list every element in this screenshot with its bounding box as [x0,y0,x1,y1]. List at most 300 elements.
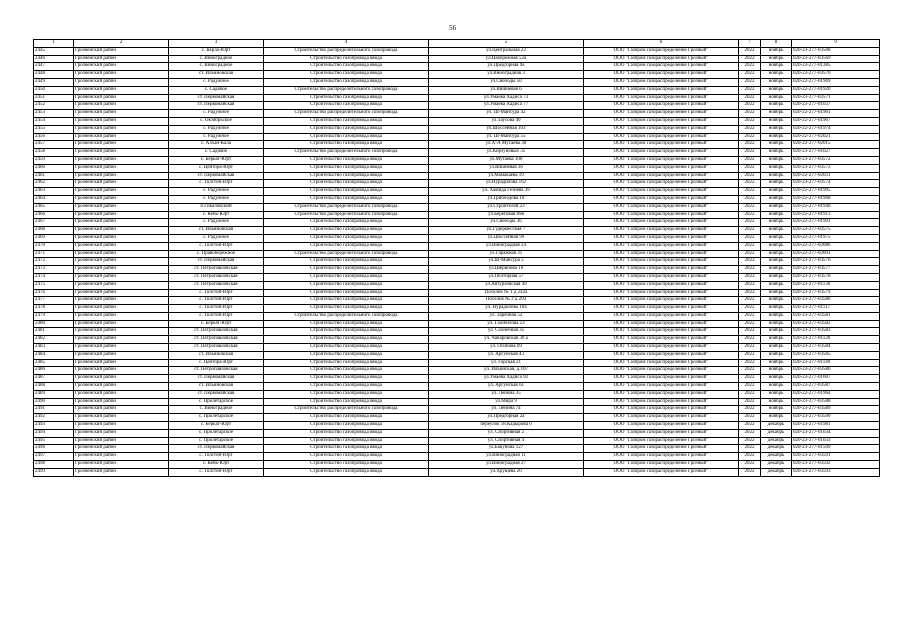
district-cell: Грозненский район [74,406,169,414]
district-cell: Грозненский район [74,211,169,219]
code-cell: 020-22-277-01969 [792,78,880,86]
work-type-cell: Строительство распределительного газопровода [264,312,429,320]
district-cell: Грозненский район [74,47,169,55]
code-cell: 020-22-277-01975 [792,234,880,242]
code-cell: 020-23-277-03582 [792,320,880,328]
row-number: 2479 [34,312,74,320]
organization-cell: ООО "Газпром газораспределение Грозный" [584,359,739,367]
table-row [34,180,880,188]
locality-cell: с. Виноградное [169,406,264,414]
district-cell: Грозненский район [74,429,169,437]
row-number: 2491 [34,406,74,414]
organization-cell: ООО "Газпром газораспределение Грозный" [584,258,739,266]
work-type-cell: Строительство распределительного газопровода [264,149,429,157]
month-cell: ноябрь [761,266,792,274]
organization-cell: ООО "Газпром газораспределение Грозный" [584,328,739,336]
locality-cell: с. Пролетарское [169,437,264,445]
district-cell: Грозненский район [74,258,169,266]
organization-cell: ООО "Газпром газораспределение Грозный" [584,55,739,63]
row-number: 2486 [34,367,74,375]
year-cell: 2022 [739,414,761,422]
table-row [34,211,880,219]
work-type-cell: Строительство газопровода ввода [264,156,429,164]
district-cell: Грозненский район [74,149,169,157]
month-cell: ноябрь [761,351,792,359]
district-cell: Грозненский район [74,453,169,461]
table-row [34,297,880,305]
code-cell: 020-23-277-03570 [792,71,880,79]
month-cell: ноябрь [761,297,792,305]
address-cell: ул.Береговая 89в [429,211,584,219]
code-cell: 020-23-277-03575 [792,227,880,235]
year-cell: 2022 [739,55,761,63]
organization-cell: ООО "Газпром газораспределение Грозный" [584,398,739,406]
locality-cell: с. Кень-Юрт [169,461,264,469]
column-header: 8 [761,40,792,48]
year-cell: 2022 [739,429,761,437]
code-cell: 020-22-277-02015 [792,141,880,149]
table-row [34,94,880,102]
organization-cell: ООО "Газпром газораспределение Грозный" [584,351,739,359]
organization-cell: ООО "Газпром газораспределение Грозный" [584,406,739,414]
code-cell: 020-23-277-01385 [792,63,880,71]
locality-cell: ст. Первомайская [169,375,264,383]
row-number: 2493 [34,422,74,430]
address-cell: ул.Автурховская 49 [429,281,584,289]
organization-cell: ООО "Газпром газораспределение Грозный" [584,390,739,398]
district-cell: Грозненский район [74,133,169,141]
year-cell: 2022 [739,453,761,461]
work-type-cell: Строительство газопровода ввода [264,359,429,367]
month-cell: ноябрь [761,172,792,180]
row-number: 2476 [34,289,74,297]
work-type-cell: Строительство газопровода ввода [264,188,429,196]
district-cell: Грозненский район [74,398,169,406]
code-cell: 020-23-277-01634 [792,429,880,437]
code-cell: 020-23-277-03574 [792,180,880,188]
work-type-cell: Строительство газопровода ввода [264,367,429,375]
district-cell: Грозненский район [74,172,169,180]
address-cell: Поселок № 1 д 242а [429,289,584,297]
organization-cell: ООО "Газпром газораспределение Грозный" [584,234,739,242]
table-row [34,336,880,344]
month-cell: ноябрь [761,390,792,398]
locality-cell: ст. Ильиновская [169,383,264,391]
locality-cell: с. Толстой-Юрт [169,305,264,313]
month-cell: ноябрь [761,94,792,102]
organization-cell: ООО "Газпром газораспределение Грозный" [584,242,739,250]
code-cell: 020-23-277-03580 [792,297,880,305]
address-cell: ул.Кирзуновых 35 [429,149,584,157]
table-row [34,156,880,164]
row-number: 2449 [34,78,74,86]
work-type-cell: Строительство распределительного газопровода [264,203,429,211]
organization-cell: ООО "Газпром газораспределение Грозный" [584,289,739,297]
locality-cell: с. Беркат-Юрт [169,320,264,328]
organization-cell: ООО "Газпром газораспределение Грозный" [584,78,739,86]
work-type-cell: Строительство газопровода ввода [264,234,429,242]
table-row [34,344,880,352]
work-type-cell: Строительство газопровода ввода [264,297,429,305]
year-cell: 2022 [739,172,761,180]
code-cell: 020-22-277-01913 [792,211,880,219]
district-cell: Грозненский район [74,390,169,398]
row-number: 2450 [34,86,74,94]
locality-cell: с. Садовое [169,86,264,94]
address-cell: ул.Шоссейная 99 [429,234,584,242]
month-cell: ноябрь [761,55,792,63]
address-cell: ул. Ленина 7а [429,406,584,414]
locality-cell: с. Радужное [169,125,264,133]
address-cell: ул.Предгорная 2а [429,414,584,422]
month-cell: ноябрь [761,164,792,172]
table-row [34,258,880,266]
year-cell: 2022 [739,219,761,227]
year-cell: 2022 [739,422,761,430]
organization-cell: ООО "Газпром газораспределение Грозный" [584,71,739,79]
work-type-cell: Строительство газопровода ввода [264,429,429,437]
address-cell: ул.Х-А Мусаева 30 [429,141,584,149]
code-cell: 020-23-277-03593 [792,468,880,476]
code-cell: 020-23-277-03585 [792,351,880,359]
organization-cell: ООО "Газпром газораспределение Грозный" [584,227,739,235]
work-type-cell: Строительство распределительного газопровода [264,110,429,118]
table-row [34,195,880,203]
row-number: 2473 [34,266,74,274]
row-number: 2478 [34,305,74,313]
organization-cell: ООО "Газпром газораспределение Грозный" [584,414,739,422]
year-cell: 2022 [739,94,761,102]
row-number: 2492 [34,414,74,422]
address-cell: ул.Полторная 57 [429,273,584,281]
row-number: 2447 [34,63,74,71]
address-cell: ул.Гудермесская 7 [429,227,584,235]
work-type-cell: Строительство газопровода ввода [264,94,429,102]
address-cell: ул.Свободы 36 [429,219,584,227]
work-type-cell: Строительство газопровода ввода [264,445,429,453]
year-cell: 2022 [739,125,761,133]
organization-cell: ООО "Газпром газораспределение Грозный" [584,367,739,375]
address-cell: ул. Спортивная 4 [429,437,584,445]
table-row [34,149,880,157]
locality-cell: с. Октябрьское [169,117,264,125]
address-cell: ул.Виноградная 24 [429,242,584,250]
work-type-cell: Строительство газопровода ввода [264,266,429,274]
code-cell: 020-23-277-01637 [792,102,880,110]
month-cell: декабрь [761,445,792,453]
district-cell: Грозненский район [74,351,169,359]
column-header: 6 [584,40,739,48]
address-cell: ул.Нурадилова 162 [429,180,584,188]
month-cell: ноябрь [761,328,792,336]
code-cell: 020-23-277-03568 [792,47,880,55]
year-cell: 2022 [739,110,761,118]
locality-cell: ст. Ильиновская [169,227,264,235]
table-row [34,71,880,79]
column-header: 7 [739,40,761,48]
organization-cell: ООО "Газпром газораспределение Грозный" [584,102,739,110]
locality-cell: ст. Первомайская [169,102,264,110]
row-number: 2448 [34,71,74,79]
work-type-cell: Строительство газопровода ввода [264,141,429,149]
row-number: 2457 [34,141,74,149]
year-cell: 2022 [739,188,761,196]
address-cell: ул.Мамакаева 19 [429,172,584,180]
month-cell: декабрь [761,422,792,430]
address-cell: переулок 18.Кадырова 6 [429,422,584,430]
table-row [34,242,880,250]
month-cell: ноябрь [761,219,792,227]
code-cell: 020-23-277-01627 [792,149,880,157]
locality-cell: с. Толстой-Юрт [169,453,264,461]
locality-cell: с. Толстой-Юрт [169,180,264,188]
row-number: 2461 [34,172,74,180]
table-row [34,234,880,242]
address-cell: ул.Бакунова 127 [429,445,584,453]
code-cell: 020-23-277-03592 [792,461,880,469]
locality-cell: ст. Петропавловская [169,273,264,281]
table-row [34,468,880,476]
table-row [34,273,880,281]
row-number: 2463 [34,188,74,196]
work-type-cell: Строительство газопровода ввода [264,164,429,172]
district-cell: Грозненский район [74,367,169,375]
year-cell: 2022 [739,312,761,320]
year-cell: 2022 [739,328,761,336]
district-cell: Грозненский район [74,86,169,94]
district-cell: Грозненский район [74,305,169,313]
organization-cell: ООО "Газпром газораспределение Грозный" [584,211,739,219]
row-number: 2446 [34,55,74,63]
organization-cell: ООО "Газпром газораспределение Грозный" [584,453,739,461]
work-type-cell: Строительство газопровода ввода [264,125,429,133]
work-type-cell: Строительство газопровода ввода [264,422,429,430]
year-cell: 2022 [739,351,761,359]
organization-cell: ООО "Газпром газораспределение Грозный" [584,63,739,71]
work-type-cell: Строительство газопровода ввода [264,461,429,469]
year-cell: 2022 [739,390,761,398]
address-cell: ул.Умаева Хадиса 73 [429,94,584,102]
row-number: 2451 [34,94,74,102]
organization-cell: ООО "Газпром газораспределение Грозный" [584,117,739,125]
row-number: 2458 [34,149,74,157]
code-cell: 020-22-277-01964 [792,390,880,398]
column-header: 2 [74,40,169,48]
work-type-cell: Строительство газопровода ввода [264,258,429,266]
code-cell: 020-22-277-01920 [792,86,880,94]
district-cell: Грозненский район [74,110,169,118]
month-cell: ноябрь [761,406,792,414]
work-type-cell: Строительство газопровода ввода [264,273,429,281]
table-row [34,359,880,367]
month-cell: ноябрь [761,398,792,406]
month-cell: ноябрь [761,383,792,391]
address-cell: ул.Шоссейная 103 [429,125,584,133]
code-cell: 020-22-277-02031 [792,172,880,180]
locality-cell: ст. Первомайская [169,258,264,266]
address-cell: ул. Осипова 69 [429,344,584,352]
table-row [34,406,880,414]
code-cell: 020-22-277-01991 [792,219,880,227]
locality-cell: с. Виноградное [169,63,264,71]
row-number: 2497 [34,453,74,461]
organization-cell: ООО "Газпром газораспределение Грозный" [584,383,739,391]
row-number: 2452 [34,102,74,110]
year-cell: 2022 [739,63,761,71]
month-cell: ноябрь [761,234,792,242]
table-row [34,102,880,110]
table-row [34,437,880,445]
month-cell: ноябрь [761,133,792,141]
month-cell: ноябрь [761,47,792,55]
address-cell: ул.Вишневая 6 [429,86,584,94]
organization-cell: ООО "Газпром газораспределение Грозный" [584,297,739,305]
year-cell: 2022 [739,437,761,445]
row-number: 2495 [34,437,74,445]
year-cell: 2022 [739,367,761,375]
work-type-cell: Строительство газопровода ввода [264,180,429,188]
district-cell: Грозненский район [74,195,169,203]
work-type-cell: Строительство газопровода ввода [264,227,429,235]
organization-cell: ООО "Газпром газораспределение Грозный" [584,266,739,274]
table-row [34,86,880,94]
row-number: 2459 [34,156,74,164]
table-row [34,172,880,180]
address-cell: ул. Солнечная 35 [429,328,584,336]
code-cell: 020-22-277-01974 [792,125,880,133]
column-header: 1 [34,40,74,48]
table-body [34,47,880,476]
locality-cell: с. Радужное [169,219,264,227]
work-type-cell: Строительство газопровода ввода [264,468,429,476]
table-row [34,78,880,86]
address-cell: ул. Ильинская, д.107 [429,367,584,375]
work-type-cell: Строительство распределительного газопровода [264,211,429,219]
work-type-cell: Строительство газопровода ввода [264,351,429,359]
locality-cell: с. Беркат-Юрт [169,422,264,430]
locality-cell: ст. Первомайская [169,390,264,398]
district-cell: Грозненский район [74,344,169,352]
month-cell: декабрь [761,461,792,469]
work-type-cell: Строительство газопровода ввода [264,281,429,289]
address-cell: ул.Грибоедова 10 [429,195,584,203]
organization-cell: ООО "Газпром газораспределение Грозный" [584,250,739,258]
table-row [34,219,880,227]
month-cell: ноябрь [761,359,792,367]
work-type-cell: Строительство газопровода ввода [264,242,429,250]
district-cell: Грозненский район [74,63,169,71]
work-type-cell: Строительство газопровода ввода [264,328,429,336]
work-type-cell: Строительство распределительного газопровода [264,250,429,258]
address-cell: ул. Ш-Мансура 55 [429,133,584,141]
column-header: 5 [429,40,584,48]
year-cell: 2022 [739,297,761,305]
year-cell: 2022 [739,234,761,242]
work-type-cell: Строительство газопровода ввода [264,102,429,110]
month-cell: ноябрь [761,242,792,250]
district-cell: Грозненский район [74,336,169,344]
address-cell: ул. Спортивная 2 [429,429,584,437]
table-row [34,375,880,383]
work-type-cell: Строительство распределительного газопровода [264,406,429,414]
year-cell: 2022 [739,320,761,328]
row-number: 2480 [34,320,74,328]
organization-cell: ООО "Газпром газораспределение Грозный" [584,429,739,437]
district-cell: Грозненский район [74,445,169,453]
district-cell: Грозненский район [74,78,169,86]
row-number: 2466 [34,211,74,219]
year-cell: 2022 [739,47,761,55]
table-row [34,141,880,149]
year-cell: 2022 [739,344,761,352]
locality-cell: с. Радужное [169,195,264,203]
organization-cell: ООО "Газпром газораспределение Грозный" [584,219,739,227]
table-row [34,351,880,359]
table-row [34,47,880,55]
code-cell: 020-23-277-01509 [792,445,880,453]
organization-cell: ООО "Газпром газораспределение Грозный" [584,94,739,102]
row-number: 2490 [34,398,74,406]
district-cell: Грозненский район [74,328,169,336]
month-cell: декабрь [761,437,792,445]
year-cell: 2022 [739,336,761,344]
row-number: 2468 [34,227,74,235]
month-cell: ноябрь [761,110,792,118]
year-cell: 2022 [739,242,761,250]
year-cell: 2022 [739,78,761,86]
locality-cell: ст. Первомайская [169,445,264,453]
code-cell: 020-22-277-01967 [792,117,880,125]
code-cell: 020-22-277-02021 [792,133,880,141]
organization-cell: ООО "Газпром газораспределение Грозный" [584,195,739,203]
district-cell: Грозненский район [74,383,169,391]
locality-cell: с. Керла-Юрт [169,47,264,55]
code-cell: 020-23-277-01126 [792,336,880,344]
locality-cell: с. Радужное [169,234,264,242]
locality-cell: с. Виноградное [169,55,264,63]
district-cell: Грозненский район [74,414,169,422]
address-cell: ул.Ш-Мансура 5 [429,258,584,266]
district-cell: Грозненский район [74,312,169,320]
year-cell: 2022 [739,273,761,281]
row-number: 2475 [34,281,74,289]
row-number: 2485 [34,359,74,367]
row-number: 2453 [34,110,74,118]
district-cell: Грозненский район [74,297,169,305]
district-cell: Грозненский район [74,156,169,164]
code-cell: 020-23-277-03578 [792,273,880,281]
header-row [34,40,880,48]
row-number: 2465 [34,203,74,211]
district-cell: Грозненский район [74,94,169,102]
work-type-cell: Строительство газопровода ввода [264,437,429,445]
district-cell: Грозненский район [74,125,169,133]
code-cell: 020-23-277-01981 [792,422,880,430]
code-cell: 020-22-277-02086 [792,242,880,250]
row-number: 2471 [34,250,74,258]
district-cell: Грозненский район [74,180,169,188]
district-cell: Грозненский район [74,71,169,79]
year-cell: 2022 [739,305,761,313]
address-cell: Поселок № 3 д 293 [429,297,584,305]
work-type-cell: Строительство газопровода ввода [264,117,429,125]
table-row [34,55,880,63]
month-cell: ноябрь [761,289,792,297]
address-cell: ул.Вишневая 36 [429,164,584,172]
row-number: 2455 [34,125,74,133]
district-cell: Грозненский район [74,320,169,328]
district-cell: Грозненский район [74,289,169,297]
